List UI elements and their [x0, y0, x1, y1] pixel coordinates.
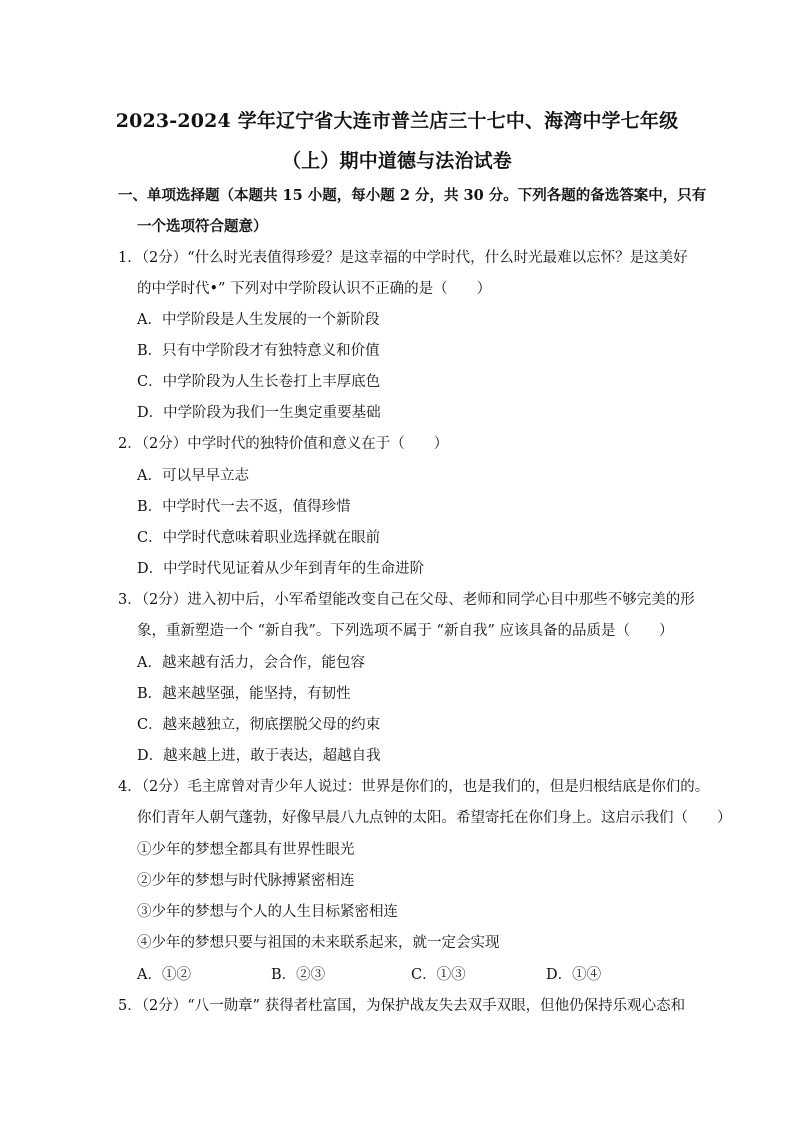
- question-4-stem: 4．（2分）毛主席曾对青少年人说过：世界是你们的，也是我们的，但是归根结底是你们的。: [118, 779, 710, 795]
- question-2-option-c: C．中学时代意味着职业选择就在眼前: [137, 530, 381, 546]
- question-4-statement-4: ④少年的梦想只要与祖国的未来联系起来，就一定会实现: [137, 935, 500, 951]
- question-4-option-a: A．①②: [137, 967, 191, 983]
- question-4-statement-1: ①少年的梦想全都具有世界性眼光: [137, 842, 355, 858]
- question-4-option-c: C．①③: [411, 967, 466, 983]
- question-3-option-d: D．越来越上进，敢于表达，超越自我: [137, 748, 381, 764]
- question-4-option-d: D．①④: [546, 967, 602, 983]
- question-2-stem: 2．（2分）中学时代的独特价值和意义在于（ ）: [118, 436, 449, 452]
- question-1-option-b: B．只有中学阶段才有独特意义和价值: [137, 343, 380, 359]
- question-2-option-d: D．中学时代见证着从少年到青年的生命进阶: [137, 561, 425, 577]
- question-2-option-b: B．中学时代一去不返，值得珍惜: [137, 499, 351, 515]
- exam-title-line-2: （上）期中道德与法治试卷: [282, 150, 512, 172]
- question-1-option-d: D．中学阶段为我们一生奥定重要基础: [137, 405, 381, 421]
- question-1-option-a: A．中学阶段是人生发展的一个新阶段: [137, 312, 380, 328]
- question-4-option-b: B．②③: [271, 967, 326, 983]
- question-4-statement-3: ③少年的梦想与个人的人生目标紧密相连: [137, 904, 398, 920]
- question-4-stem-cont: 你们青年人朝气蓬勃，好像早晨八九点钟的太阳。希望寄托在你们身上。这启示我们（ ）: [137, 810, 732, 826]
- question-1-option-c: C．中学阶段为人生长卷打上丰厚底色: [137, 374, 381, 390]
- question-1-stem-cont: 的中学时代•” 下列对中学阶段认识不正确的是（ ）: [137, 281, 492, 297]
- section-heading: 一、单项选择题（本题共 15 小题，每小题 2 分，共 30 分。下列各题的备选答案中，只有: [118, 187, 707, 204]
- exam-title-line-1: 2023-2024 学年辽宁省大连市普兰店三十七中、海湾中学七年级: [115, 110, 679, 132]
- question-5-stem: 5．（2分）“八一勋章” 获得者杜富国，为保护战友失去双手双眼，但他仍保持乐观心态和: [118, 998, 686, 1014]
- question-1-stem: 1．（2分）“什么时光表值得珍爱？是这幸福的中学时代，什么时光最难以忘怀？是这美好: [118, 250, 688, 266]
- question-3-option-a: A．越来越有活力，会合作，能包容: [137, 655, 365, 671]
- question-3-stem-cont: 象，重新塑造一个 “新自我”。下列选项不属于 “新自我” 应该具备的品质是（ ）: [137, 623, 674, 639]
- section-heading-cont: 一个选项符合题意）: [137, 218, 268, 235]
- question-3-stem: 3．（2分）进入初中后，小军希望能改变自己在父母、老师和同学心目中那些不够完美的形: [118, 592, 695, 608]
- question-4-statement-2: ②少年的梦想与时代脉搏紧密相连: [137, 873, 355, 889]
- question-3-option-c: C．越来越独立，彻底摆脱父母的约束: [137, 717, 381, 733]
- question-3-option-b: B．越来越坚强，能坚持，有韧性: [137, 686, 351, 702]
- question-2-option-a: A．可以早早立志: [137, 468, 249, 484]
